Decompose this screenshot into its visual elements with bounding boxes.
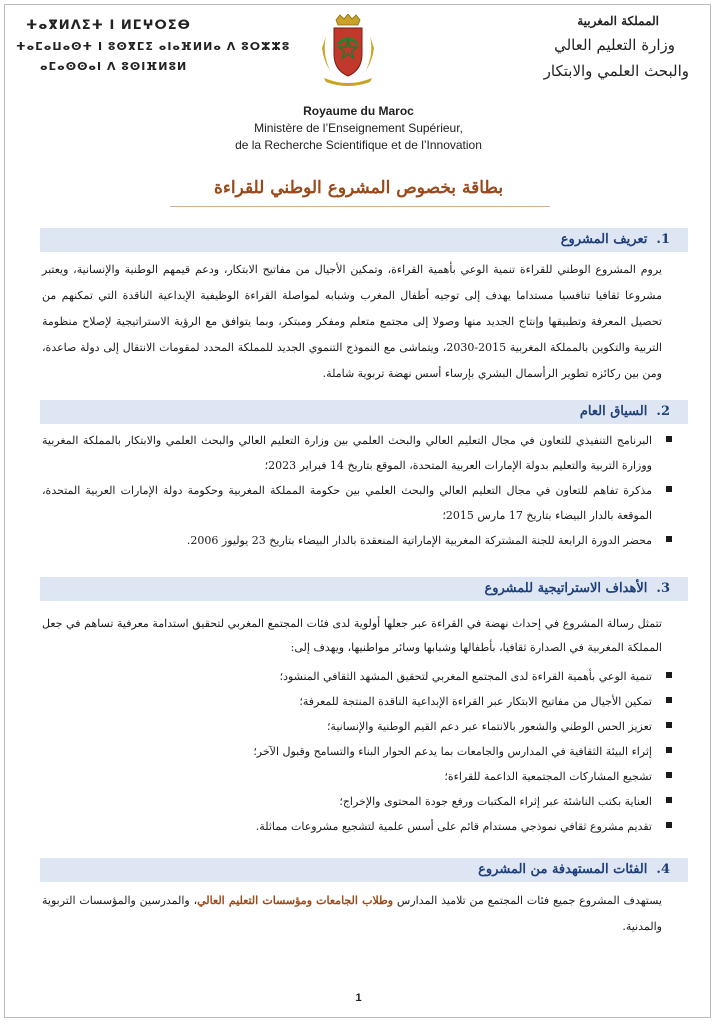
list-item: تنمية الوعي بأهمية القراءة لدى المجتمع المغربي لتحقيق المشهد الثقافي المنشود؛ xyxy=(42,664,676,689)
bullet-icon xyxy=(666,697,672,703)
page-title: بطاقة بخصوص المشروع الوطني للقراءة xyxy=(213,178,504,198)
list-item: مذكرة تفاهم للتعاون في مجال التعليم العالي والبحث العلمي بين حكومة المملكة المغربية وحكومة دولة الإمارات العربية المتحدة، الموقعة بالدار البيضاء بتاريخ 17 مارس 2015؛ xyxy=(42,478,676,528)
section-1-number: 1. xyxy=(656,232,670,247)
section-3-heading: الأهداف الاستراتيجية للمشروع xyxy=(484,581,648,596)
list-item: البرنامج التنفيذي للتعاون في مجال التعليم العالي والبحث العلمي بين وزارة التعليم العالي والبحث العلمي والابتكار بالمملكة المغربية ووزارة التربية والتعليم بدولة الإمارات العربية المتحدة، الموقع بتاريخ 14 فبراير 2023؛ xyxy=(42,428,676,478)
list-item: تشجيع المشاركات المجتمعية الداعمة للقراءة؛ xyxy=(42,764,676,789)
section-3-header xyxy=(40,577,688,601)
bullet-icon xyxy=(666,797,672,803)
tifinagh-kingdom: ⵜⴰⴳⵍⴷⵉⵜ ⵏ ⵍⵎⵖⵔⵉⴱ xyxy=(26,18,191,33)
section-3-intro: تتمثل رسالة المشروع في إحداث نهضة في القراءة عبر جعلها أولوية لدى فئات المجتمع المغربي لتحقيق استدامة معرفية تساهم في جعل المملكة المغربية في الصدارة ثقافيا، بأطفالها وشبابها وسائر مواطنيها، ويهدف إلى: xyxy=(42,617,662,654)
tifinagh-ministry: ⵜⴰⵎⴰⵡⴰⵙⵜ ⵏ ⵓⵙⴳⵎⵉ ⴰⵏⴰⴼⵍⵍⴰ ⴷ ⵓⵔⵣⵣⵓ xyxy=(16,40,291,53)
list-item: تمكين الأجيال من مفاتيح الابتكار عبر القراءة الإبداعية الناقدة المنتجة للمعرفة؛ xyxy=(42,689,676,714)
bullet-icon xyxy=(666,722,672,728)
french-kingdom: Royaume du Maroc xyxy=(303,104,414,118)
list-item: تعزيز الحس الوطني والشعور بالانتماء عبر دعم القيم الوطنية والإنسانية؛ xyxy=(42,714,676,739)
bullet-icon xyxy=(666,772,672,778)
section-4-heading: الفئات المستهدفة من المشروع xyxy=(478,862,648,877)
bullet-icon xyxy=(666,672,672,678)
section-2-header xyxy=(40,400,688,424)
bullet-icon xyxy=(666,822,672,828)
list-item: محضر الدورة الرابعة للجنة المشتركة المغربية الإماراتية المنعقدة بالدار البيضاء بتاريخ 23 يوليوز 2006. xyxy=(42,528,676,553)
section-3-number: 3. xyxy=(656,581,670,596)
section-4-body: يستهدف المشروع جميع فئات المجتمع من تلاميذ المدارس وطلاب الجامعات ومؤسسات التعليم العالي، والمدرسين والمؤسسات التربوية والمدنية. xyxy=(42,894,662,933)
french-ministry: Ministère de l’Enseignement Supérieur, xyxy=(254,121,463,135)
section-1-body: يروم المشروع الوطني للقراءة تنمية الوعي بأهمية القراءة، وتمكين الأجيال من مفاتيح الابتكار، ودعم قيمهم الوطنية والإنسانية، ويعتبر مشروعا ثقافيا تنافسيا مستداما يهدف إلى توجيه أطفال المغرب وشبابه لمواصلة القراءة الوظيفية الإبداعية الناقدة التي تمكنهم من تحصيل المعرفة وتطبيقها وإنتاج الجديد منها وصولا إلى مجتمع متعلم ومفكر ومبتكر، وبما يتوافق مع الرؤية الاستراتيجية لإصلاح منظومة التربية والتكوين بالمملكة المغربية 2015-2030، ويتماشى مع النموذج التنموي الجديد للمملكة المحدد لمقومات الانتقال إلى دولة صاعدة، ومن بين ركائزه تطوير الرأسمال البشري بإرساء أسس نهضة تربوية شاملة. xyxy=(42,263,662,380)
highlight-text: وطلاب الجامعات ومؤسسات التعليم العالي xyxy=(197,894,394,907)
page-number: 1 xyxy=(355,992,362,1004)
title-underline xyxy=(170,206,550,207)
section-2-number: 2. xyxy=(656,404,670,419)
list-item: تقديم مشروع ثقافي نموذجي مستدام قائم على أسس علمية لتشجيع مشروعات مماثلة. xyxy=(42,814,676,839)
french-research: de la Recherche Scientifique et de l’Innovation xyxy=(235,138,482,152)
moroccan-coat-of-arms-icon xyxy=(316,14,380,88)
section-1-header xyxy=(40,228,688,252)
bullet-icon xyxy=(666,747,672,753)
tifinagh-research: ⴰⵎⴰⵙⵙⴰⵏ ⴷ ⵓⵙⵏⴼⵍⵓⵍ xyxy=(40,60,188,73)
section-4-number: 4. xyxy=(656,862,670,877)
arabic-kingdom: المملكة المغربية xyxy=(577,14,659,28)
section-2-heading: السياق العام xyxy=(579,404,648,419)
section-1-heading: تعريف المشروع xyxy=(560,232,648,247)
list-item: العناية بكتب الناشئة عبر إثراء المكتبات ورفع جودة المحتوى والإخراج؛ xyxy=(42,789,676,814)
section-4-header xyxy=(40,858,688,882)
arabic-research: والبحث العلمي والابتكار xyxy=(543,62,689,80)
list-item: إثراء البيئة الثقافية في المدارس والجامعات بما يدعم الحوار البناء والتسامح وقبول الآخر؛ xyxy=(42,739,676,764)
arabic-ministry: وزارة التعليم العالي xyxy=(554,36,675,54)
section-3-list xyxy=(42,664,676,839)
bullet-icon xyxy=(666,536,672,542)
bullet-icon xyxy=(666,486,672,492)
section-2-list xyxy=(42,428,676,553)
bullet-icon xyxy=(666,436,672,442)
